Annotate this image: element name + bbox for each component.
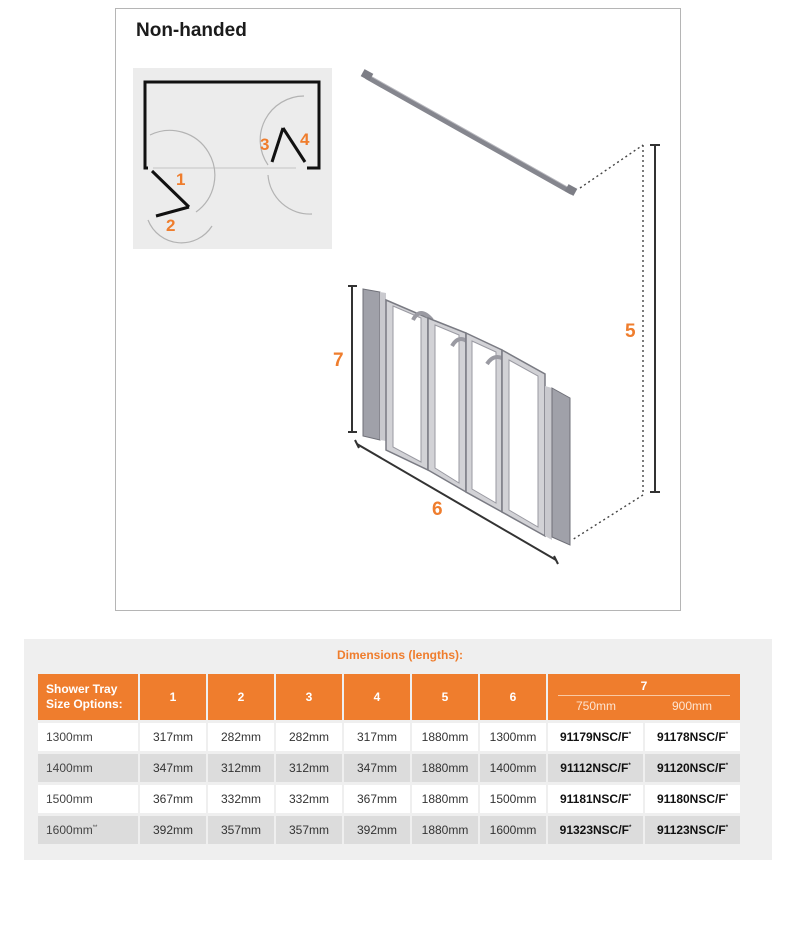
header-col-4: 4 — [344, 674, 410, 720]
value-cell: 357mm — [208, 816, 274, 844]
code-cell-900: 91180NSC/F* — [645, 785, 740, 813]
header-col-7 — [548, 674, 740, 720]
guide-right — [572, 145, 643, 540]
table-row — [38, 754, 740, 782]
value-cell: 282mm — [208, 723, 274, 751]
size-cell: 1400mm — [38, 754, 138, 782]
plan-label-2: 2 — [166, 216, 176, 235]
top-rail — [361, 69, 578, 196]
value-cell: 1880mm — [412, 785, 478, 813]
code-cell-750: 91323NSC/F* — [548, 816, 643, 844]
table-header-row — [38, 674, 740, 720]
header-size-line1: Shower Tray — [46, 682, 118, 696]
dimensions-table — [36, 671, 742, 847]
diagram-title: Non-handed — [136, 20, 247, 41]
value-cell: 312mm — [208, 754, 274, 782]
header-size-options — [38, 674, 138, 720]
table-row — [38, 816, 740, 844]
value-cell: 1880mm — [412, 754, 478, 782]
value-cell: 367mm — [344, 785, 410, 813]
header-col-2: 2 — [208, 674, 274, 720]
code-cell-900: 91123NSC/F* — [645, 816, 740, 844]
size-cell: 1300mm — [38, 723, 138, 751]
header-col-5: 5 — [412, 674, 478, 720]
value-cell: 357mm — [276, 816, 342, 844]
table-row — [38, 723, 740, 751]
value-cell: 282mm — [276, 723, 342, 751]
value-cell: 1600mm — [480, 816, 546, 844]
value-cell: 312mm — [276, 754, 342, 782]
header-900mm: 900mm — [671, 699, 712, 713]
header-col-6: 6 — [480, 674, 546, 720]
plan-label-4: 4 — [300, 130, 310, 149]
plan-label-3: 3 — [260, 135, 270, 154]
code-cell-750: 91179NSC/F* — [548, 723, 643, 751]
door-panels — [363, 289, 570, 545]
guide-top — [580, 145, 643, 188]
code-cell-750: 91181NSC/F* — [548, 785, 643, 813]
table-row — [38, 785, 740, 813]
header-size-line2: Size Options: — [46, 697, 123, 711]
value-cell: 367mm — [140, 785, 206, 813]
value-cell: 1500mm — [480, 785, 546, 813]
label-5: 5 — [625, 321, 636, 342]
code-cell-750: 91112NSC/F* — [548, 754, 643, 782]
value-cell: 317mm — [344, 723, 410, 751]
value-cell: 332mm — [208, 785, 274, 813]
value-cell: 347mm — [140, 754, 206, 782]
value-cell: 1400mm — [480, 754, 546, 782]
value-cell: 1880mm — [412, 723, 478, 751]
value-cell: 392mm — [140, 816, 206, 844]
value-cell: 1880mm — [412, 816, 478, 844]
header-col-1: 1 — [140, 674, 206, 720]
value-cell: 317mm — [140, 723, 206, 751]
code-cell-900: 91178NSC/F* — [645, 723, 740, 751]
size-cell: 1600mm** — [38, 816, 138, 844]
header-col-3: 3 — [276, 674, 342, 720]
plan-label-1: 1 — [176, 170, 186, 189]
label-7: 7 — [333, 350, 344, 371]
value-cell: 1300mm — [480, 723, 546, 751]
table-caption: Dimensions (lengths): — [336, 648, 463, 662]
value-cell: 347mm — [344, 754, 410, 782]
value-cell: 332mm — [276, 785, 342, 813]
header-750mm: 750mm — [575, 699, 616, 713]
header-col-7-label: 7 — [558, 678, 730, 696]
code-cell-900: 91120NSC/F* — [645, 754, 740, 782]
label-6: 6 — [432, 499, 443, 520]
value-cell: 392mm — [344, 816, 410, 844]
size-cell: 1500mm — [38, 785, 138, 813]
